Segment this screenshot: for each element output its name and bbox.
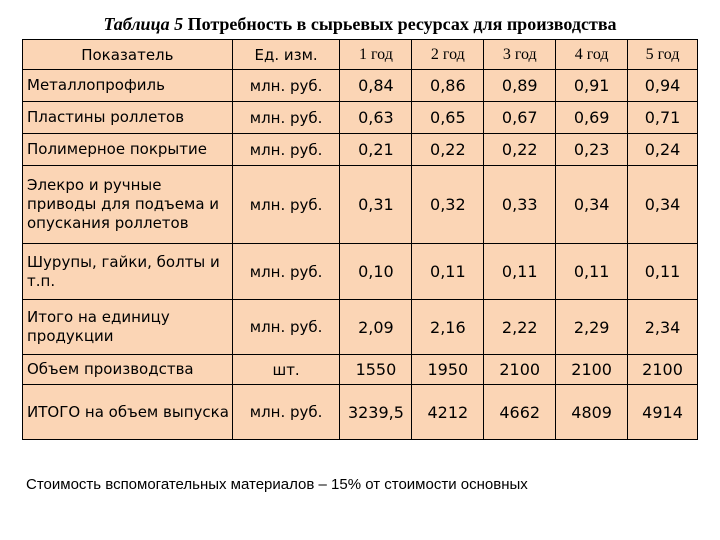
row-value: 2,22 — [484, 300, 556, 355]
row-unit: шт. — [232, 355, 340, 385]
table-row — [23, 134, 698, 166]
header-year-3: 3 год — [484, 40, 556, 70]
row-value: 0,71 — [628, 102, 698, 134]
table-row — [23, 102, 698, 134]
row-value: 4662 — [484, 385, 556, 440]
row-name: Элекро и ручные приводы для подъема и опускания роллетов — [23, 166, 233, 244]
row-value: 0,32 — [412, 166, 484, 244]
row-value: 2100 — [556, 355, 628, 385]
row-value: 0,22 — [484, 134, 556, 166]
row-value: 2,09 — [340, 300, 412, 355]
row-value: 0,86 — [412, 70, 484, 102]
row-value: 0,94 — [628, 70, 698, 102]
row-value: 0,34 — [628, 166, 698, 244]
row-value: 1550 — [340, 355, 412, 385]
row-value: 4809 — [556, 385, 628, 440]
row-value: 0,21 — [340, 134, 412, 166]
row-value: 0,67 — [484, 102, 556, 134]
row-value: 2,29 — [556, 300, 628, 355]
row-value: 2100 — [628, 355, 698, 385]
table-row — [23, 70, 698, 102]
header-unit: Ед. изм. — [232, 40, 340, 70]
row-name: Объем производства — [23, 355, 233, 385]
row-value: 0,65 — [412, 102, 484, 134]
row-value: 0,69 — [556, 102, 628, 134]
row-unit: млн. руб. — [232, 244, 340, 300]
header-year-1: 1 год — [340, 40, 412, 70]
row-value: 0,11 — [412, 244, 484, 300]
resources-table — [22, 39, 698, 440]
row-value: 4212 — [412, 385, 484, 440]
row-value: 0,31 — [340, 166, 412, 244]
row-unit: млн. руб. — [232, 102, 340, 134]
row-name: Шурупы, гайки, болты и т.п. — [23, 244, 233, 300]
header-row — [23, 40, 698, 70]
row-value: 2,34 — [628, 300, 698, 355]
row-value: 3239,5 — [340, 385, 412, 440]
footnote: Стоимость вспомогательных материалов – 15% от стоимости основных — [26, 476, 528, 493]
row-value: 0,34 — [556, 166, 628, 244]
row-name: Металлопрофиль — [23, 70, 233, 102]
row-value: 2,16 — [412, 300, 484, 355]
row-value: 0,33 — [484, 166, 556, 244]
row-value: 0,89 — [484, 70, 556, 102]
row-value: 0,84 — [340, 70, 412, 102]
row-unit: млн. руб. — [232, 70, 340, 102]
row-unit: млн. руб. — [232, 385, 340, 440]
header-year-4: 4 год — [556, 40, 628, 70]
row-name: ИТОГО на объем выпуска — [23, 385, 233, 440]
row-value: 0,11 — [628, 244, 698, 300]
row-value: 0,11 — [484, 244, 556, 300]
table-row — [23, 300, 698, 355]
row-unit: млн. руб. — [232, 134, 340, 166]
row-value: 0,10 — [340, 244, 412, 300]
table-row — [23, 355, 698, 385]
row-value: 2100 — [484, 355, 556, 385]
row-value: 4914 — [628, 385, 698, 440]
table-row — [23, 166, 698, 244]
row-unit: млн. руб. — [232, 300, 340, 355]
row-name: Итого на единицу продукции — [23, 300, 233, 355]
row-value: 0,24 — [628, 134, 698, 166]
table-row — [23, 385, 698, 440]
table-title — [0, 14, 720, 35]
header-year-2: 2 год — [412, 40, 484, 70]
row-unit: млн. руб. — [232, 166, 340, 244]
table-caption: Потребность в сырьевых ресурсах для производства — [187, 14, 617, 34]
row-name: Полимерное покрытие — [23, 134, 233, 166]
table-row — [23, 244, 698, 300]
row-name: Пластины роллетов — [23, 102, 233, 134]
table-number: Таблица 5 — [103, 14, 184, 34]
row-value: 1950 — [412, 355, 484, 385]
row-value: 0,22 — [412, 134, 484, 166]
row-value: 0,11 — [556, 244, 628, 300]
row-value: 0,91 — [556, 70, 628, 102]
row-value: 0,23 — [556, 134, 628, 166]
row-value: 0,63 — [340, 102, 412, 134]
header-indicator: Показатель — [23, 40, 233, 70]
header-year-5: 5 год — [628, 40, 698, 70]
